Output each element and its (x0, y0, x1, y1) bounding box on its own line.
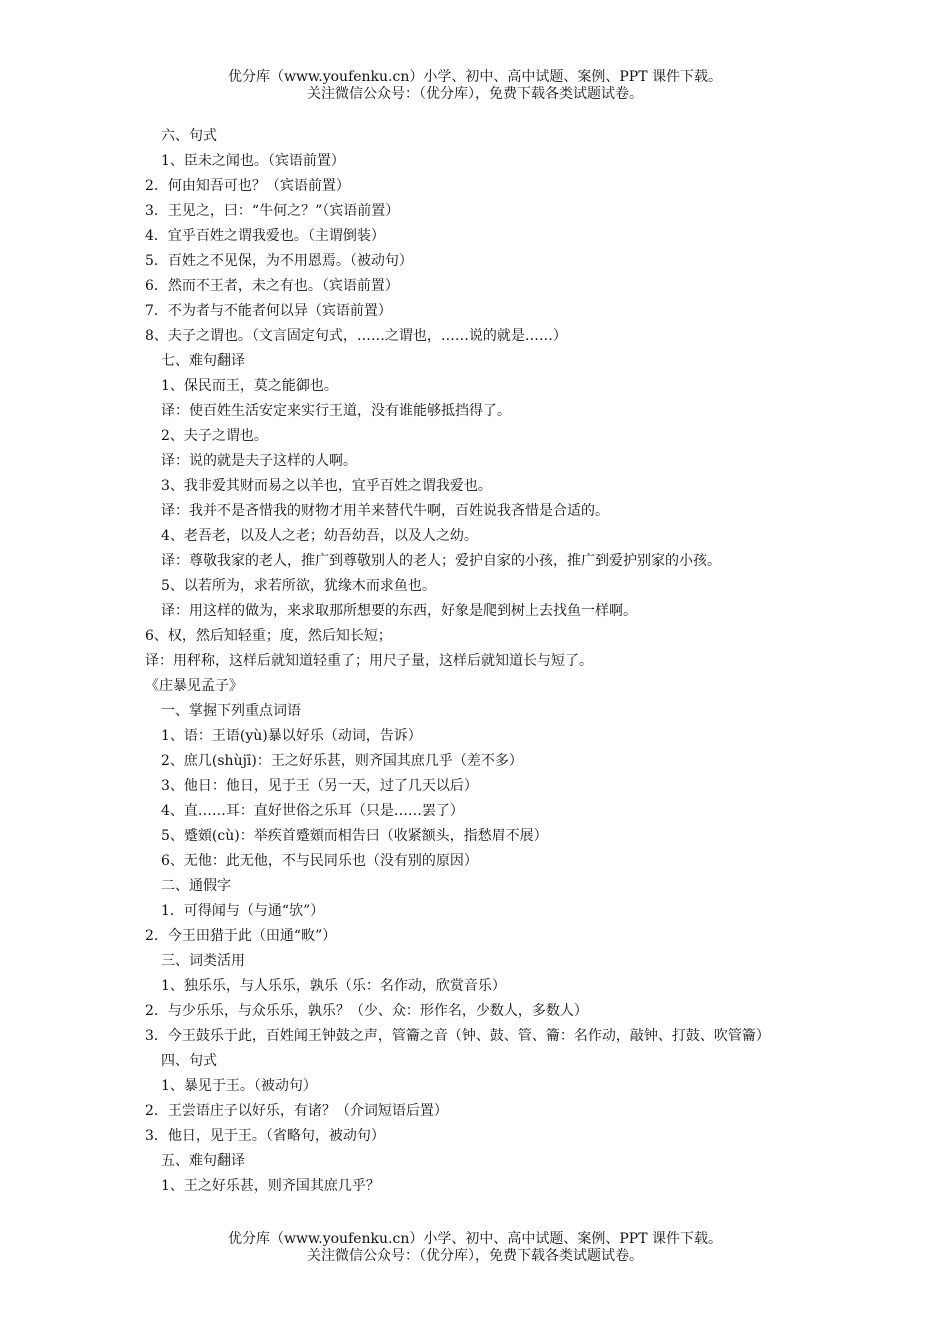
text-line: 2、庶几(shùjī)：王之好乐甚，则齐国其庶几乎（差不多） (161, 753, 523, 769)
document-body (0, 124, 950, 1199)
text-line: 《庄暴见孟子》 (145, 678, 243, 694)
text-line: 五、难句翻译 (161, 1153, 245, 1169)
text-line: 2、夫子之谓也。 (161, 428, 268, 444)
text-line: 6、无他：此无他，不与民同乐也（没有别的原因） (161, 853, 478, 869)
text-line: 1、独乐乐，与人乐乐，孰乐（乐：名作动，欣赏音乐） (161, 978, 506, 994)
text-line: 1．可得闻与（与通“欤”） (161, 903, 325, 919)
text-line: 6．然而不王者，未之有也。（宾语前置） (145, 278, 399, 294)
text-line: 1、保民而王，莫之能御也。 (161, 378, 338, 394)
header-line-2: 关注微信公众号：（优分库），免费下载各类试题试卷。 (307, 86, 643, 102)
text-line: 3、我非爱其财而易之以羊也，宜乎百姓之谓我爱也。 (161, 478, 492, 494)
text-line: 3、他日：他日，见于王（另一天，过了几天以后） (161, 778, 478, 794)
text-line: 译：尊敬我家的老人，推广到尊敬别人的老人；爱护自家的小孩，推广到爱护别家的小孩。 (161, 553, 721, 569)
text-line: 2．今王田猎于此（田通“畋”） (145, 928, 337, 944)
text-line: 七、难句翻译 (161, 353, 245, 369)
text-line: 译：用秤称，这样后就知道轻重了；用尺子量，这样后就知道长与短了。 (145, 653, 593, 669)
text-line: 一、掌握下列重点词语 (161, 703, 301, 719)
text-line: 1、语：王语(yù)暴以好乐（动词，告诉） (161, 728, 422, 744)
text-line: 5、蹙頞(cù)：举疾首蹙頞而相告曰（收紧额头，指愁眉不展） (161, 828, 548, 844)
text-line: 8、夫子之谓也。（文言固定句式，……之谓也，……说的就是……） (145, 328, 567, 344)
page-footer (0, 1231, 950, 1265)
text-line: 六、句式 (161, 128, 217, 144)
page-header (0, 69, 950, 103)
text-line: 译：用这样的做为，来求取那所想要的东西，好象是爬到树上去找鱼一样啊。 (161, 603, 637, 619)
footer-line-2: 关注微信公众号：（优分库），免费下载各类试题试卷。 (307, 1248, 643, 1264)
text-line: 2．王尝语庄子以好乐，有诸？（介词短语后置） (145, 1103, 448, 1119)
text-line: 二、通假字 (161, 878, 231, 894)
text-line: 7．不为者与不能者何以异（宾语前置） (145, 303, 392, 319)
text-line: 1、王之好乐甚，则齐国其庶几乎？ (161, 1178, 380, 1194)
text-line: 4、直……耳：直好世俗之乐耳（只是……罢了） (161, 803, 464, 819)
text-line: 译：我并不是吝惜我的财物才用羊来替代牛啊，百姓说我吝惜是合适的。 (161, 503, 609, 519)
text-line: 6、权，然后知轻重；度，然后知长短； (145, 628, 392, 644)
text-line: 3．王见之，曰：“牛何之？”（宾语前置） (145, 203, 400, 219)
text-line: 5、以若所为，求若所欲，犹缘木而求鱼也。 (161, 578, 436, 594)
text-line: 译：说的就是夫子这样的人啊。 (161, 453, 357, 469)
text-line: 2．何由知吾可也？（宾语前置） (145, 178, 350, 194)
footer-line-1: 优分库（www.youfenku.cn）小学、初中、高中试题、案例、PPT 课件下载。 (227, 1231, 722, 1247)
text-line: 译：使百姓生活安定来实行王道，没有谁能够抵挡得了。 (161, 403, 511, 419)
text-line: 1、暴见于王。（被动句） (161, 1078, 317, 1094)
text-line: 1、臣未之闻也。（宾语前置） (161, 153, 345, 169)
text-line: 3．他日，见于王。（省略句，被动句） (145, 1128, 385, 1144)
text-line: 3．今王鼓乐于此，百姓闻王钟鼓之声，管籥之音（钟、鼓、管、籥：名作动，敲钟、打鼓、吹管籥） (145, 1028, 770, 1044)
text-line: 四、句式 (161, 1053, 217, 1069)
text-line: 5．百姓之不见保，为不用恩焉。（被动句） (145, 253, 413, 269)
text-line: 4、老吾老，以及人之老；幼吾幼吾，以及人之幼。 (161, 528, 478, 544)
text-line: 三、词类活用 (161, 953, 245, 969)
text-line: 2．与少乐乐，与众乐乐，孰乐？（少、众：形作名，少数人，多数人） (145, 1003, 588, 1019)
text-line: 4．宜乎百姓之谓我爱也。（主谓倒装） (145, 228, 385, 244)
header-line-1: 优分库（www.youfenku.cn）小学、初中、高中试题、案例、PPT 课件下载。 (227, 69, 722, 85)
